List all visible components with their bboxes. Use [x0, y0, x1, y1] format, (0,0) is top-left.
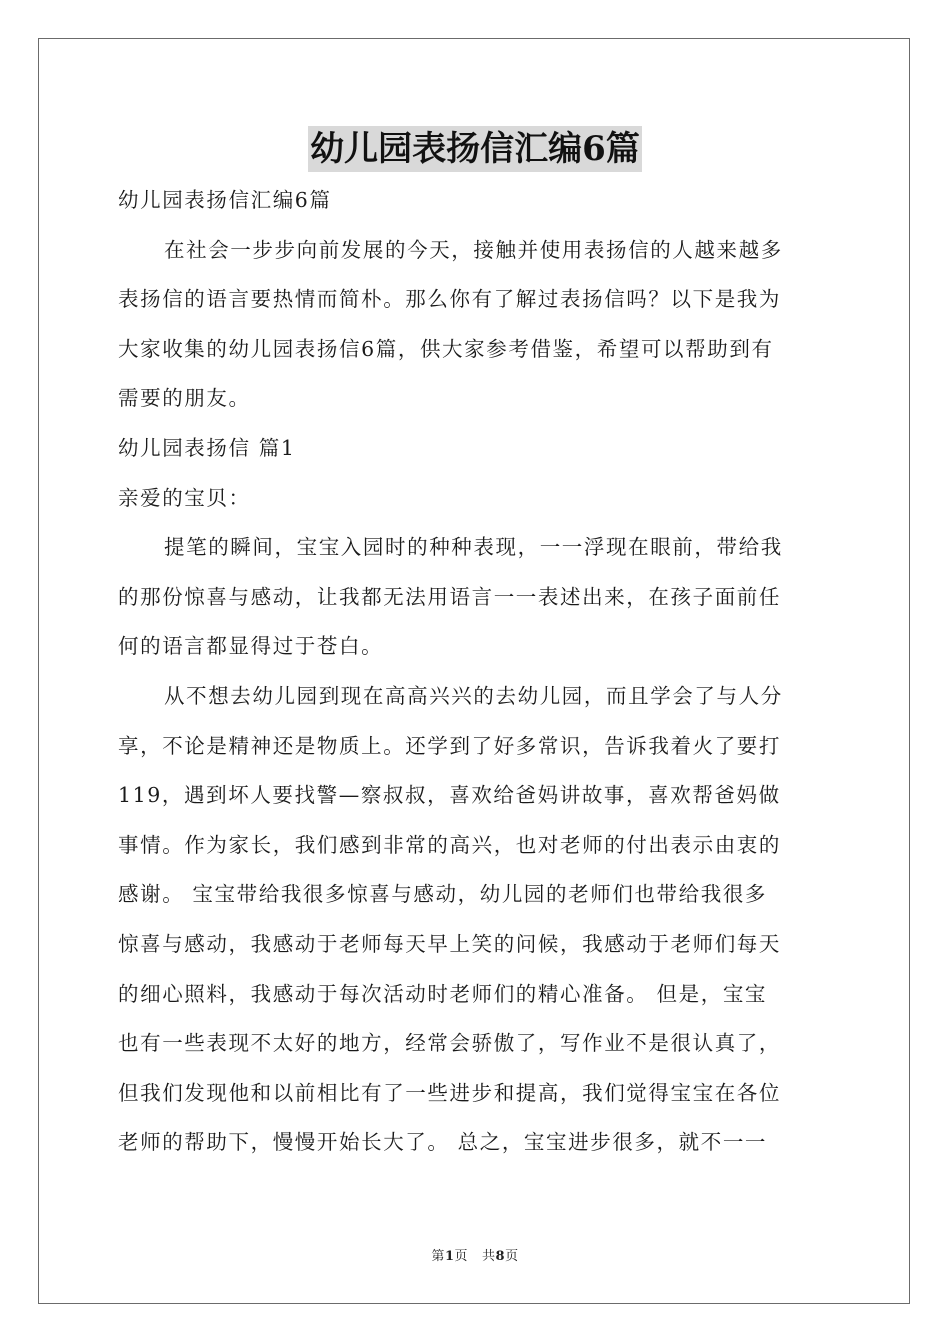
- page-suffix: 页: [454, 1249, 468, 1264]
- salutation: 亲爱的宝贝：: [118, 485, 251, 510]
- current-page-number: 1: [444, 1249, 455, 1264]
- paragraph-line: 惊喜与感动，我感动于老师每天早上笑的问候，我感动于老师们每天: [118, 931, 781, 956]
- total-suffix: 页: [505, 1249, 519, 1264]
- paragraph-line: 事情。作为家长，我们感到非常的高兴，也对老师的付出表示由衷的: [118, 832, 781, 857]
- section-heading: 幼儿园表扬信 篇1: [118, 435, 296, 460]
- paragraph-line: 享，不论是精神还是物质上。还学到了好多常识，告诉我着火了要打: [118, 733, 781, 758]
- paragraph-line: 119，遇到坏人要找警—察叔叔，喜欢给爸妈讲故事，喜欢帮爸妈做: [118, 783, 781, 808]
- paragraph-line: 提笔的瞬间，宝宝入园时的种种表现，一一浮现在眼前，带给我: [164, 535, 783, 560]
- subtitle-line: 幼儿园表扬信汇编6篇: [118, 188, 332, 212]
- document-title: 幼儿园表扬信汇编6篇: [308, 126, 642, 172]
- paragraph-line: 也有一些表现不太好的地方，经常会骄傲了，写作业不是很认真了，: [118, 1031, 781, 1056]
- paragraph-line: 的那份惊喜与感动，让我都无法用语言一一表述出来，在孩子面前任: [118, 584, 781, 609]
- paragraph-line: 的细心照料，我感动于每次活动时老师们的精心准备。 但是，宝宝: [118, 981, 768, 1006]
- paragraph-line: 老师的帮助下，慢慢开始长大了。 总之，宝宝进步很多，就不一一: [118, 1130, 768, 1155]
- title-container: [0, 126, 950, 172]
- document-body: [118, 176, 834, 1168]
- intro-paragraph-line: 表扬信的语言要热情而简朴。那么你有了解过表扬信吗？以下是我为: [118, 287, 781, 312]
- intro-paragraph-line: 大家收集的幼儿园表扬信6篇，供大家参考借鉴，希望可以帮助到有: [118, 336, 774, 361]
- paragraph-line: 何的语言都显得过于苍白。: [118, 634, 384, 659]
- paragraph-line: 从不想去幼儿园到现在高高兴兴的去幼儿园，而且学会了与人分: [164, 683, 783, 708]
- total-prefix: 共: [482, 1249, 496, 1264]
- intro-paragraph-line: 需要的朋友。: [118, 386, 251, 411]
- total-page-count: 8: [495, 1249, 506, 1264]
- page-footer: [0, 1245, 950, 1264]
- paragraph-line: 但我们发现他和以前相比有了一些进步和提高，我们觉得宝宝在各位: [118, 1080, 781, 1105]
- paragraph-line: 感谢。 宝宝带给我很多惊喜与感动，幼儿园的老师们也带给我很多: [118, 882, 768, 907]
- page-prefix: 第: [431, 1249, 445, 1264]
- intro-paragraph-line: 在社会一步步向前发展的今天，接触并使用表扬信的人越来越多: [164, 237, 783, 262]
